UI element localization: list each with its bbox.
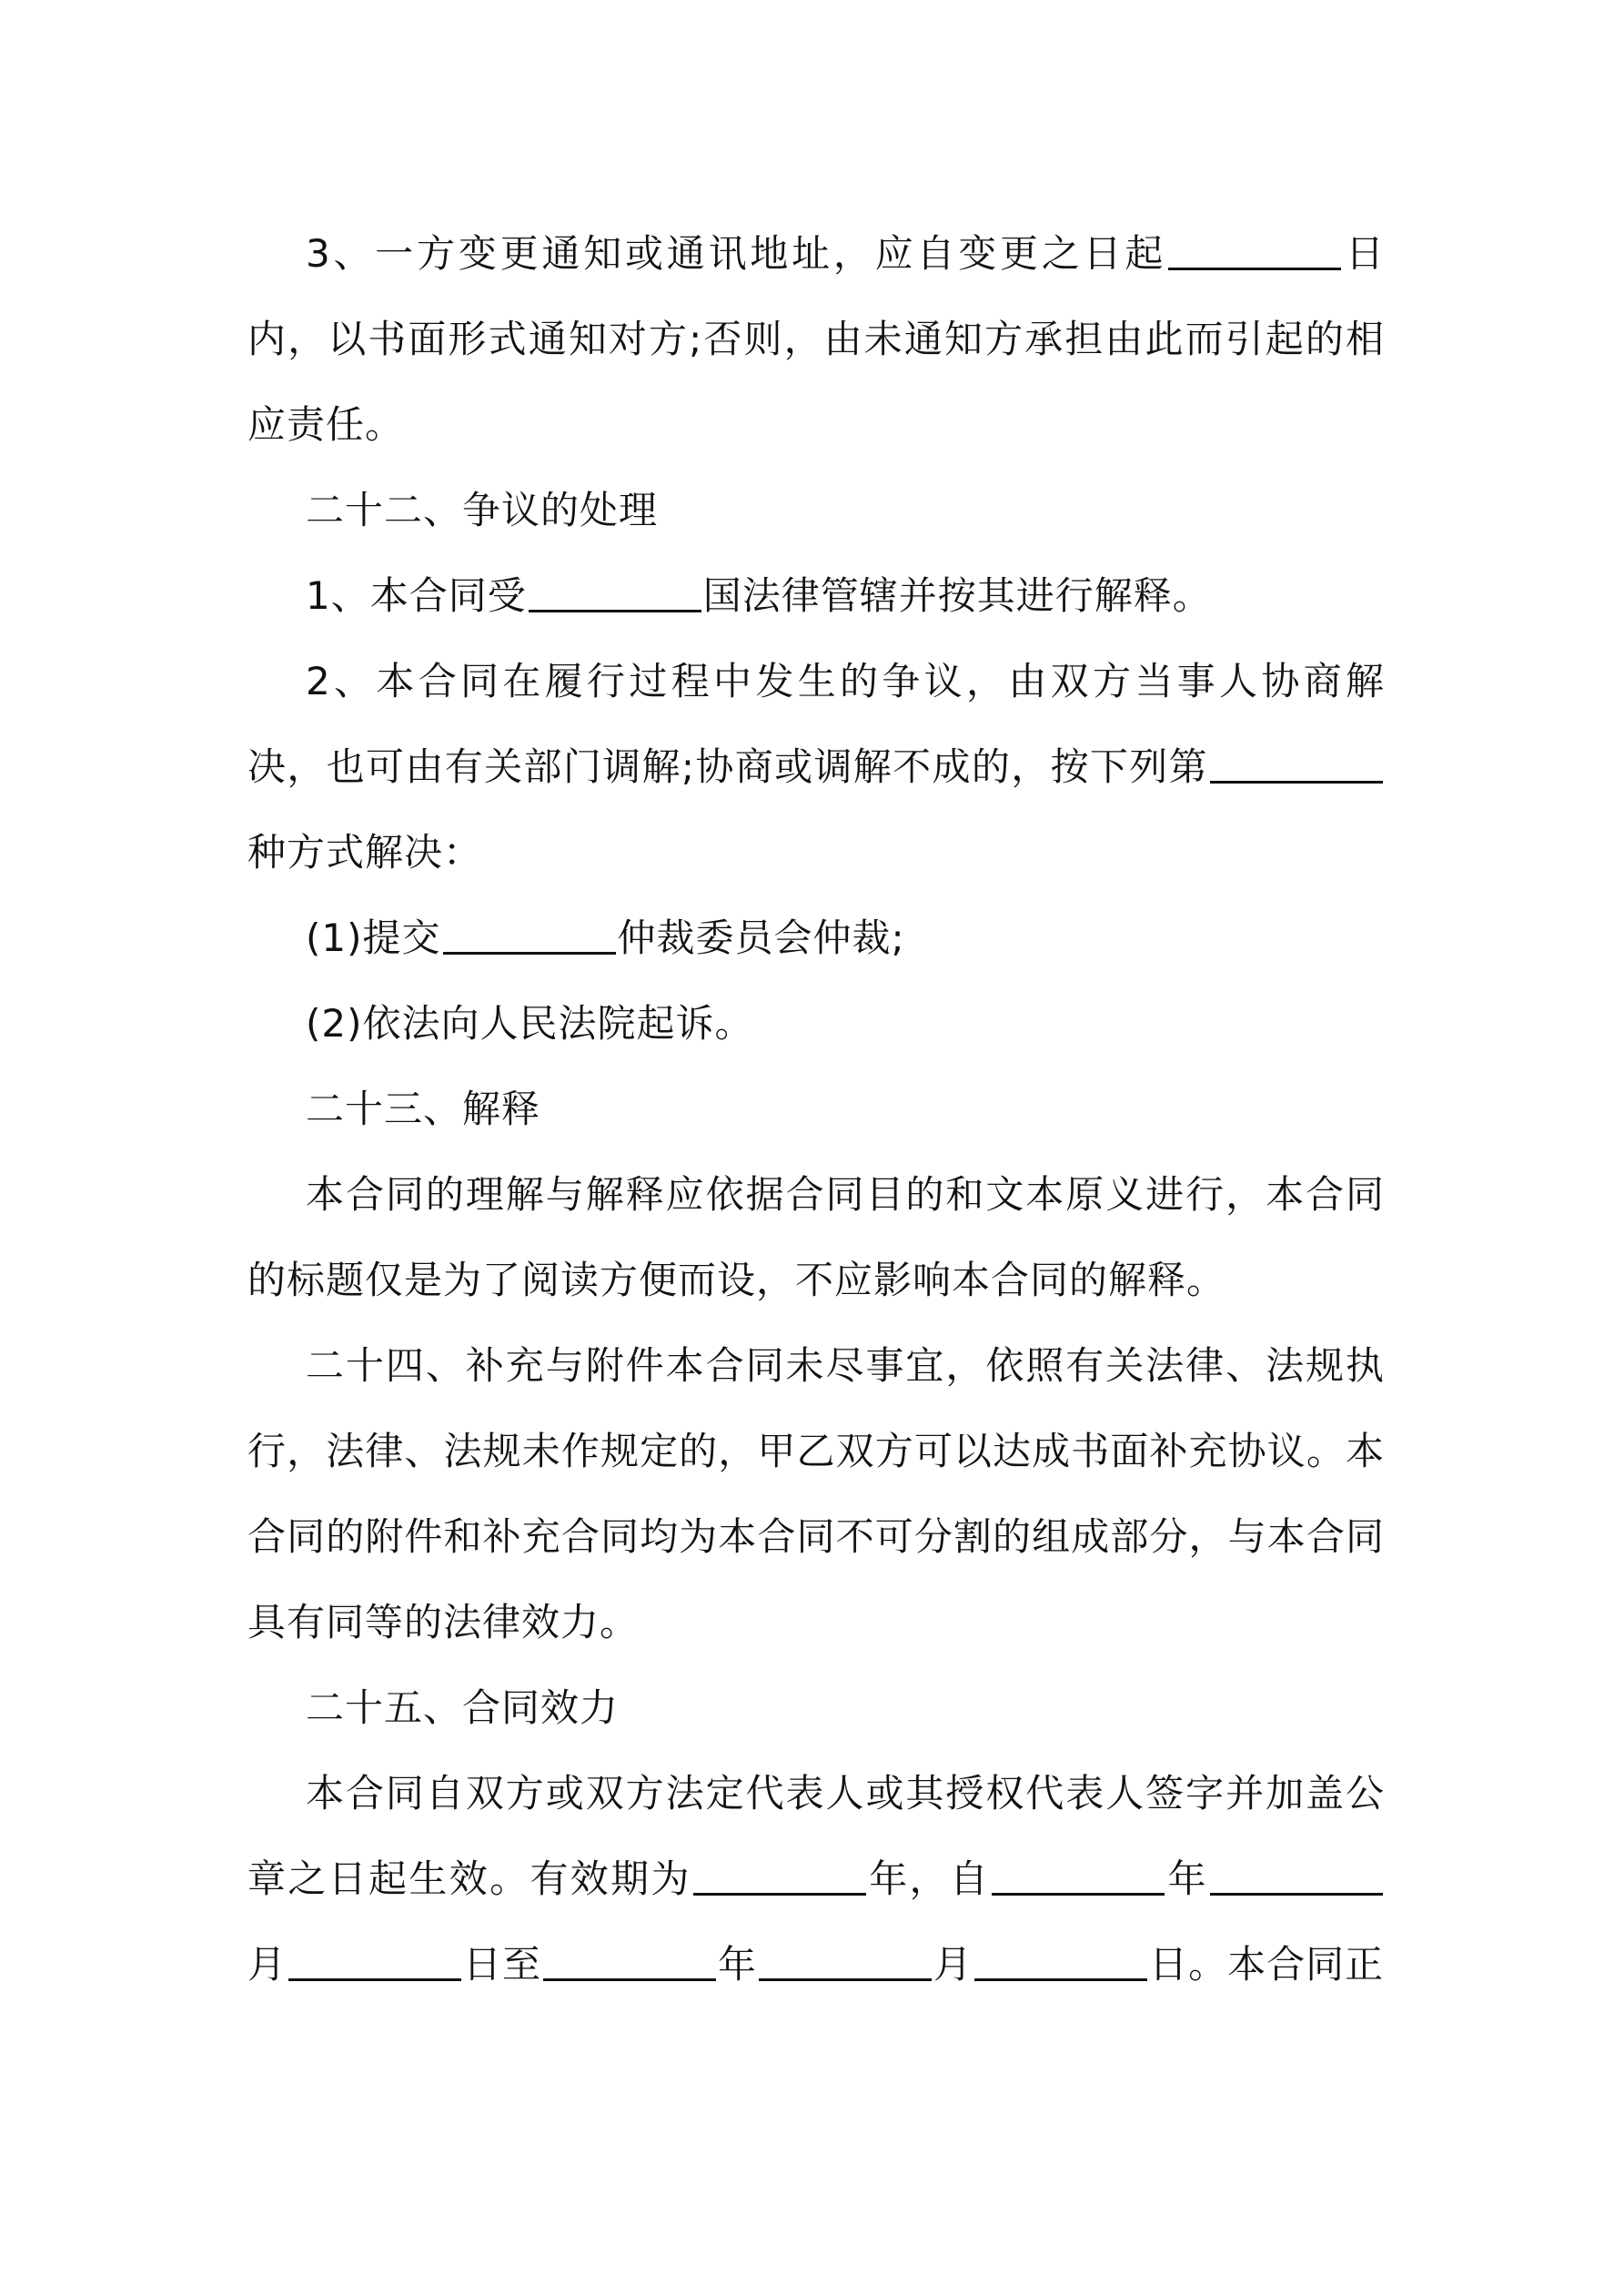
text-segment: 月 [933, 1942, 973, 1987]
text-segment: 年，自 [867, 1856, 991, 1901]
text-segment: 仲裁委员会仲裁; [617, 915, 905, 960]
fill-in-blank[interactable] [443, 951, 616, 955]
paragraph-address-change [247, 211, 1385, 468]
paragraph-validity [247, 1751, 1385, 2008]
fill-in-blank[interactable] [992, 1892, 1165, 1896]
text-segment: 日内，以书面形式通知对方;否则，由未通知方承担由此而引起的相应责任。 [247, 231, 1385, 447]
fill-in-blank[interactable] [693, 1892, 866, 1896]
fill-in-blank[interactable] [1210, 1892, 1383, 1896]
fill-in-blank[interactable] [759, 1977, 932, 1981]
text-segment: 1、本合同受 [306, 573, 527, 618]
fill-in-blank[interactable] [1168, 267, 1341, 270]
section-heading-23: 二十三、解释 [306, 1087, 541, 1131]
fill-in-blank[interactable] [974, 1977, 1147, 1981]
text-segment: 本合同自双方或双方法定代表人或其授权代表人签字并加盖公章之日起生效。有效期为 [247, 1771, 1385, 1901]
text-segment: 月 [247, 1942, 287, 1987]
text-segment: 日至 [463, 1942, 542, 1987]
text-segment: 2、本合同在履行过程中发生的争议，由双方当事人协商解决，也可由有关部门调解;协商或调解不成的，按下列第 [247, 659, 1385, 789]
document-body [247, 211, 1385, 2008]
paragraph-interpretation: 本合同的理解与解释应依据合同目的和文本原义进行，本合同的标题仅是为了阅读方便而设，不应影响本合同的解释。 [247, 1172, 1385, 1302]
fill-in-blank[interactable] [288, 1977, 461, 1981]
fill-in-blank[interactable] [529, 609, 701, 612]
text-segment: 年 [1166, 1856, 1208, 1901]
text-segment: 国法律管辖并按其进行解释。 [702, 573, 1212, 618]
section-heading-25: 二十五、合同效力 [306, 1685, 620, 1730]
text-segment: 年 [718, 1942, 758, 1987]
fill-in-blank[interactable] [543, 1977, 716, 1981]
paragraph-governing-law [247, 553, 1385, 639]
section-heading-22: 二十二、争议的处理 [306, 488, 659, 532]
paragraph-dispute-resolution [247, 639, 1385, 895]
fill-in-blank[interactable] [1210, 780, 1383, 784]
paragraph-supplement: 二十四、补充与附件本合同未尽事宜，依照有关法律、法规执行，法律、法规未作规定的，甲乙双方可以达成书面补充协议。本合同的附件和补充合同均为本合同不可分割的组成部分，与本合同具有同等的法律效力。 [247, 1343, 1385, 1644]
text-segment: 3、一方变更通知或通讯地址，应自变更之日起 [306, 231, 1167, 276]
text-segment: (1)提交 [306, 915, 441, 960]
paragraph-litigation: (2)依法向人民法院起诉。 [306, 1001, 754, 1046]
paragraph-arbitration [247, 895, 1385, 981]
text-segment: 种方式解决： [247, 830, 483, 875]
text-segment: 日。本合同正 [1149, 1942, 1385, 1987]
